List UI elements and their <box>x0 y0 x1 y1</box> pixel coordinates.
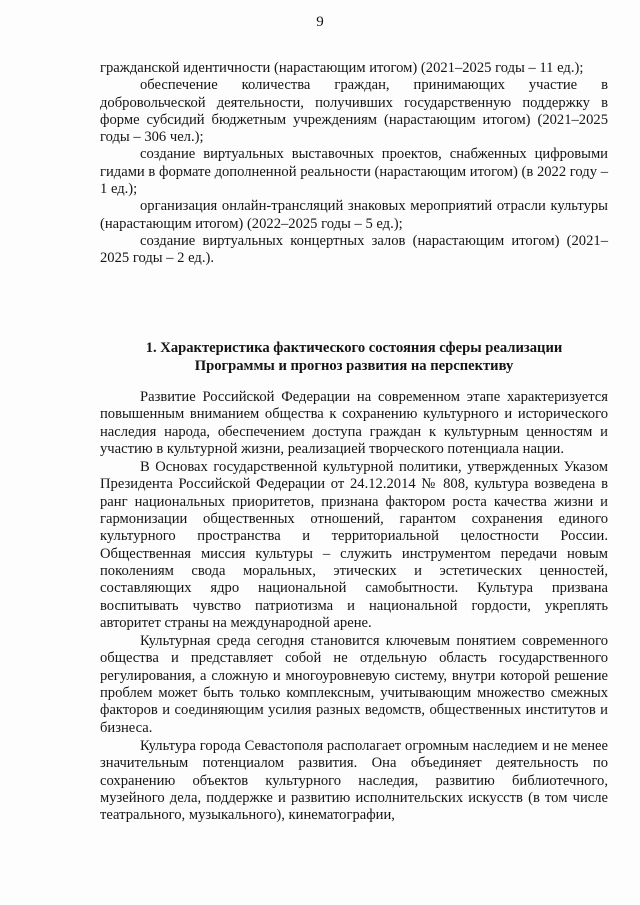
list-item: организация онлайн-трансляций знаковых мероприятий отрасли культуры (нарастающим итогом) (2022–2025 годы – 5 ед.); <box>100 198 608 232</box>
list-item: создание виртуальных выставочных проектов, снабженных цифровыми гидами в формате дополненной реальности (нарастающим итогом) (в 2022 году – 1 ед.); <box>100 146 608 198</box>
list-item: обеспечение количества граждан, принимающих участие в добровольческой деятельности, получивших государственную поддержку в форме субсидий бюджетным учреждениям (нарастающим итогом) (2021–2025 годы – 306 чел.); <box>100 77 608 146</box>
paragraph: Развитие Российской Федерации на современном этапе характеризуется повышенным вниманием общества к сохранению культурного и исторического наследия народа, обеспечением доступа граждан к культурным ценностям и участию в культурной жизни, реализацией творческого потенциала нации. <box>100 389 608 457</box>
section-heading <box>100 340 608 375</box>
paragraph: Культура города Севастополя располагает огромным наследием и не менее значительным потенциалом развития. Она объединяет деятельность по сохранению объектов культурного наследия, развитию библиотечного, музейного дела, поддержке и развитию исполнительских искусств (в том числе театрального, музыкального), кинематографии, <box>100 737 608 824</box>
section-heading-line: Программы и прогноз развития на перспективу <box>194 357 514 374</box>
paragraph: В Основах государственной культурной политики, утвержденных Указом Президента Российской Федерации от 24.12.2014 № 808, культура возведена в ранг национальных приоритетов, признана фактором роста качества жизни и гармонизации общественных отношений, гарантом сохранения единого культурного пространства и территориальной целостности России. Общественная миссия культуры – служить инструментом передачи новым поколениям свода моральных, этических и эстетических ценностей, составляющих ядро национальной самобытности. Культура призвана воспитывать чувство патриотизма и национальной гордости, укреплять авторитет страны на международной арене. <box>100 459 608 631</box>
section-body <box>100 389 608 824</box>
page-number: 9 <box>316 14 324 30</box>
paragraph: Культурная среда сегодня становится ключевым понятием современного общества и представляет собой не отдельную область государственного регулирования, а сложную и многоуровневую систему, внутри которой решение проблем может быть только комплексным, учитывающим множество смежных факторов и соединяющим усилия разных ведомств, общественных институтов и бизнеса. <box>100 633 608 736</box>
intro-list <box>100 60 608 268</box>
section-heading-line: 1. Характеристика фактического состояния сферы реализации <box>145 340 563 356</box>
list-item: создание виртуальных концертных залов (нарастающим итогом) (2021–2025 годы – 2 ед.). <box>100 232 608 267</box>
list-item: гражданской идентичности (нарастающим итогом) (2021–2025 годы – 11 ед.); <box>100 60 584 76</box>
